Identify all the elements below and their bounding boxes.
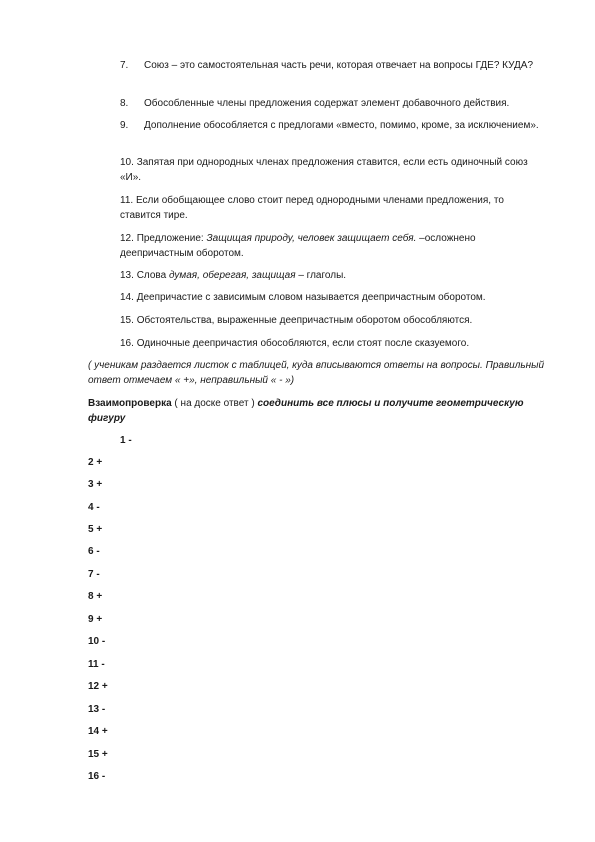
answer-14: 14 +	[88, 726, 108, 737]
question-number: 8.	[120, 98, 129, 109]
question-text: Если обобщающее слово стоит перед однородными членами предложения, то ставится тире.	[120, 195, 504, 221]
question-text: Обособленные члены предложения содержат элемент добавочного действия.	[144, 98, 510, 109]
question-14	[120, 290, 540, 305]
question-text: Обстоятельства, выраженные деепричастным оборотом обособляются.	[136, 315, 473, 326]
question-number: 9.	[120, 120, 129, 131]
question-text: Союз – это самостоятельная часть речи, которая отвечает на вопросы ГДЕ? КУДА?	[144, 60, 534, 71]
question-text-before: Предложение:	[136, 233, 207, 244]
question-text-italic: Защищая природу, человек защищает себя.	[206, 233, 417, 244]
question-number: 13.	[120, 270, 134, 281]
question-text-after: –осложнено деепричастным оборотом.	[120, 233, 476, 259]
answer-3: 3 +	[88, 479, 103, 490]
question-text: Запятая при однородных членах предложения ставится, если есть одиночный союз «И».	[120, 157, 528, 183]
question-text-italic: думая, оберегая, защищая	[168, 270, 296, 281]
answer-10: 10 -	[88, 636, 106, 647]
answer-12: 12 +	[88, 681, 108, 692]
question-number: 10.	[120, 157, 134, 168]
answer-4: 4 -	[88, 502, 100, 513]
answer-9: 9 +	[88, 614, 103, 625]
question-text: Одиночные деепричастия обособляются, если стоят после сказуемого.	[136, 338, 470, 349]
answer-15: 15 +	[88, 749, 108, 760]
question-16	[120, 336, 540, 351]
question-number: 12.	[120, 233, 134, 244]
question-number: 11.	[120, 195, 134, 206]
question-number: 16.	[120, 338, 134, 349]
answer-2: 2 +	[88, 457, 103, 468]
answer-7: 7 -	[88, 569, 100, 580]
question-8	[120, 96, 540, 111]
question-text: Дополнение обособляется с предлогами «вместо, помимо, кроме, за исключением».	[144, 120, 539, 131]
question-text-before: Слова	[136, 270, 169, 281]
question-9	[120, 118, 540, 133]
question-10	[120, 155, 540, 185]
cross-check-middle: ( на доске ответ )	[171, 398, 258, 409]
question-11	[120, 193, 540, 223]
cross-check-task: соединить все плюсы и получите геометрическую фигуру	[88, 398, 524, 424]
question-12	[120, 231, 540, 261]
question-13	[120, 268, 540, 283]
question-text: Деепричастие с зависимым словом называется деепричастным оборотом.	[136, 292, 486, 303]
question-text-after: – глаголы.	[295, 270, 347, 281]
question-7	[120, 58, 540, 73]
answer-13: 13 -	[88, 704, 106, 715]
cross-check-instruction	[88, 396, 548, 426]
answer-1: 1 -	[120, 435, 132, 446]
answer-5: 5 +	[88, 524, 103, 535]
answer-6: 6 -	[88, 546, 100, 557]
question-number: 7.	[120, 60, 129, 71]
answer-8: 8 +	[88, 591, 103, 602]
teacher-note: ( ученикам раздается листок с таблицей, куда вписываются ответы на вопросы. Правильный ответ отмечаем « +», неправильный « - »)	[88, 360, 545, 386]
answer-16: 16 -	[88, 771, 106, 782]
question-number: 14.	[120, 292, 134, 303]
answer-11: 11 -	[88, 659, 105, 670]
question-15	[120, 313, 540, 328]
cross-check-label: Взаимопроверка	[88, 398, 172, 409]
question-number: 15.	[120, 315, 134, 326]
